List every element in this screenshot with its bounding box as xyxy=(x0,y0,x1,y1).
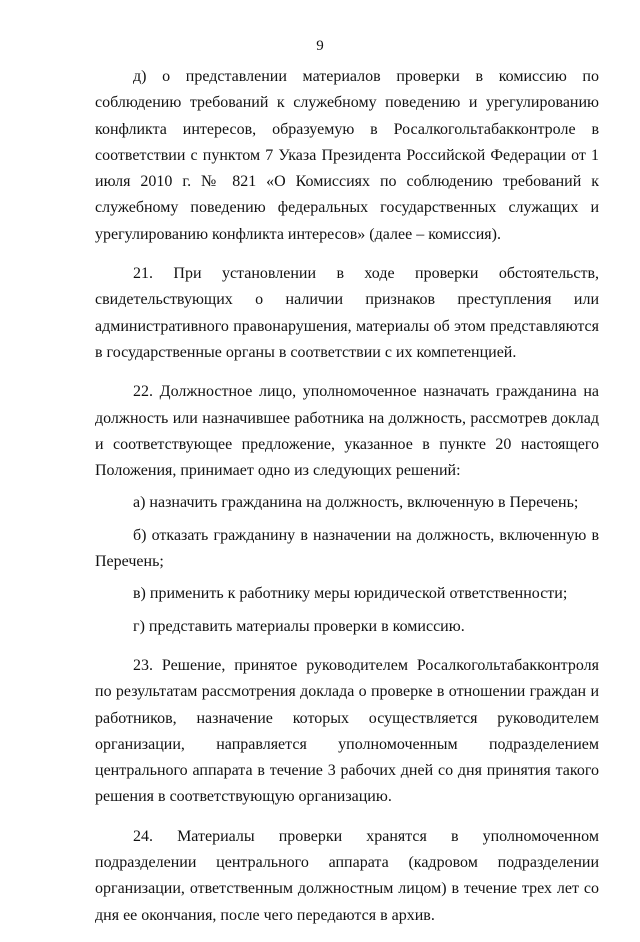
paragraph-d-commission: д) о представлении материалов проверки в комиссию по соблюдению требований к служебному поведению и урегулированию конфликта интересов, образуемую в Росалкогольтабакконтроле в соответствии с пунктом 7 Указа Президента Российской Федерации от 1 июля 2010 г. № 821 «О Комиссиях по соблюдению требований к служебному поведению федеральных государственных служащих и урегулированию конфликта интересов» (далее – комиссия). xyxy=(95,68,599,243)
paragraph-22-b: б) отказать гражданину в назначении на должность, включенную в Перечень; xyxy=(95,526,599,571)
page-number: 9 xyxy=(316,38,324,54)
paragraph-22-a: а) назначить гражданина на должность, включенную в Перечень; xyxy=(133,494,579,512)
paragraph-23: 23. Решение, принятое руководителем Росалкогольтабакконтроля по результатам рассмотрения доклада о проверке в отношении граждан и работников, назначение которых осуществляется руководителем организации, направляется уполномоченным подразделением центрального аппарата в течение 3 рабочих дней со дня принятия такого решения в соответствующую организацию. xyxy=(95,656,599,806)
paragraph-22-v: в) применить к работнику меры юридической ответственности; xyxy=(133,585,568,603)
paragraph-22: 22. Должностное лицо, уполномоченное назначать гражданина на должность или назначившее работника на должность, рассмотрев доклад и соответствующее предложение, указанное в пункте 20 настоящего Положения, принимает одно из следующих решений: xyxy=(95,383,599,480)
document-body xyxy=(95,64,599,942)
paragraph-22-g: г) представить материалы проверки в комиссию. xyxy=(133,617,465,635)
paragraph-21: 21. При установлении в ходе проверки обстоятельств, свидетельствующих о наличии признаков преступления или административного правонарушения, материалы об этом представляются в государственные органы в соответствии с их компетенцией. xyxy=(95,265,599,361)
paragraph-24: 24. Материалы проверки хранятся в уполномоченном подразделении центрального аппарата (кадровом подразделении организации, ответственным должностным лицом) в течение трех лет со дня ее окончания, после чего передаются в архив. xyxy=(95,827,599,924)
